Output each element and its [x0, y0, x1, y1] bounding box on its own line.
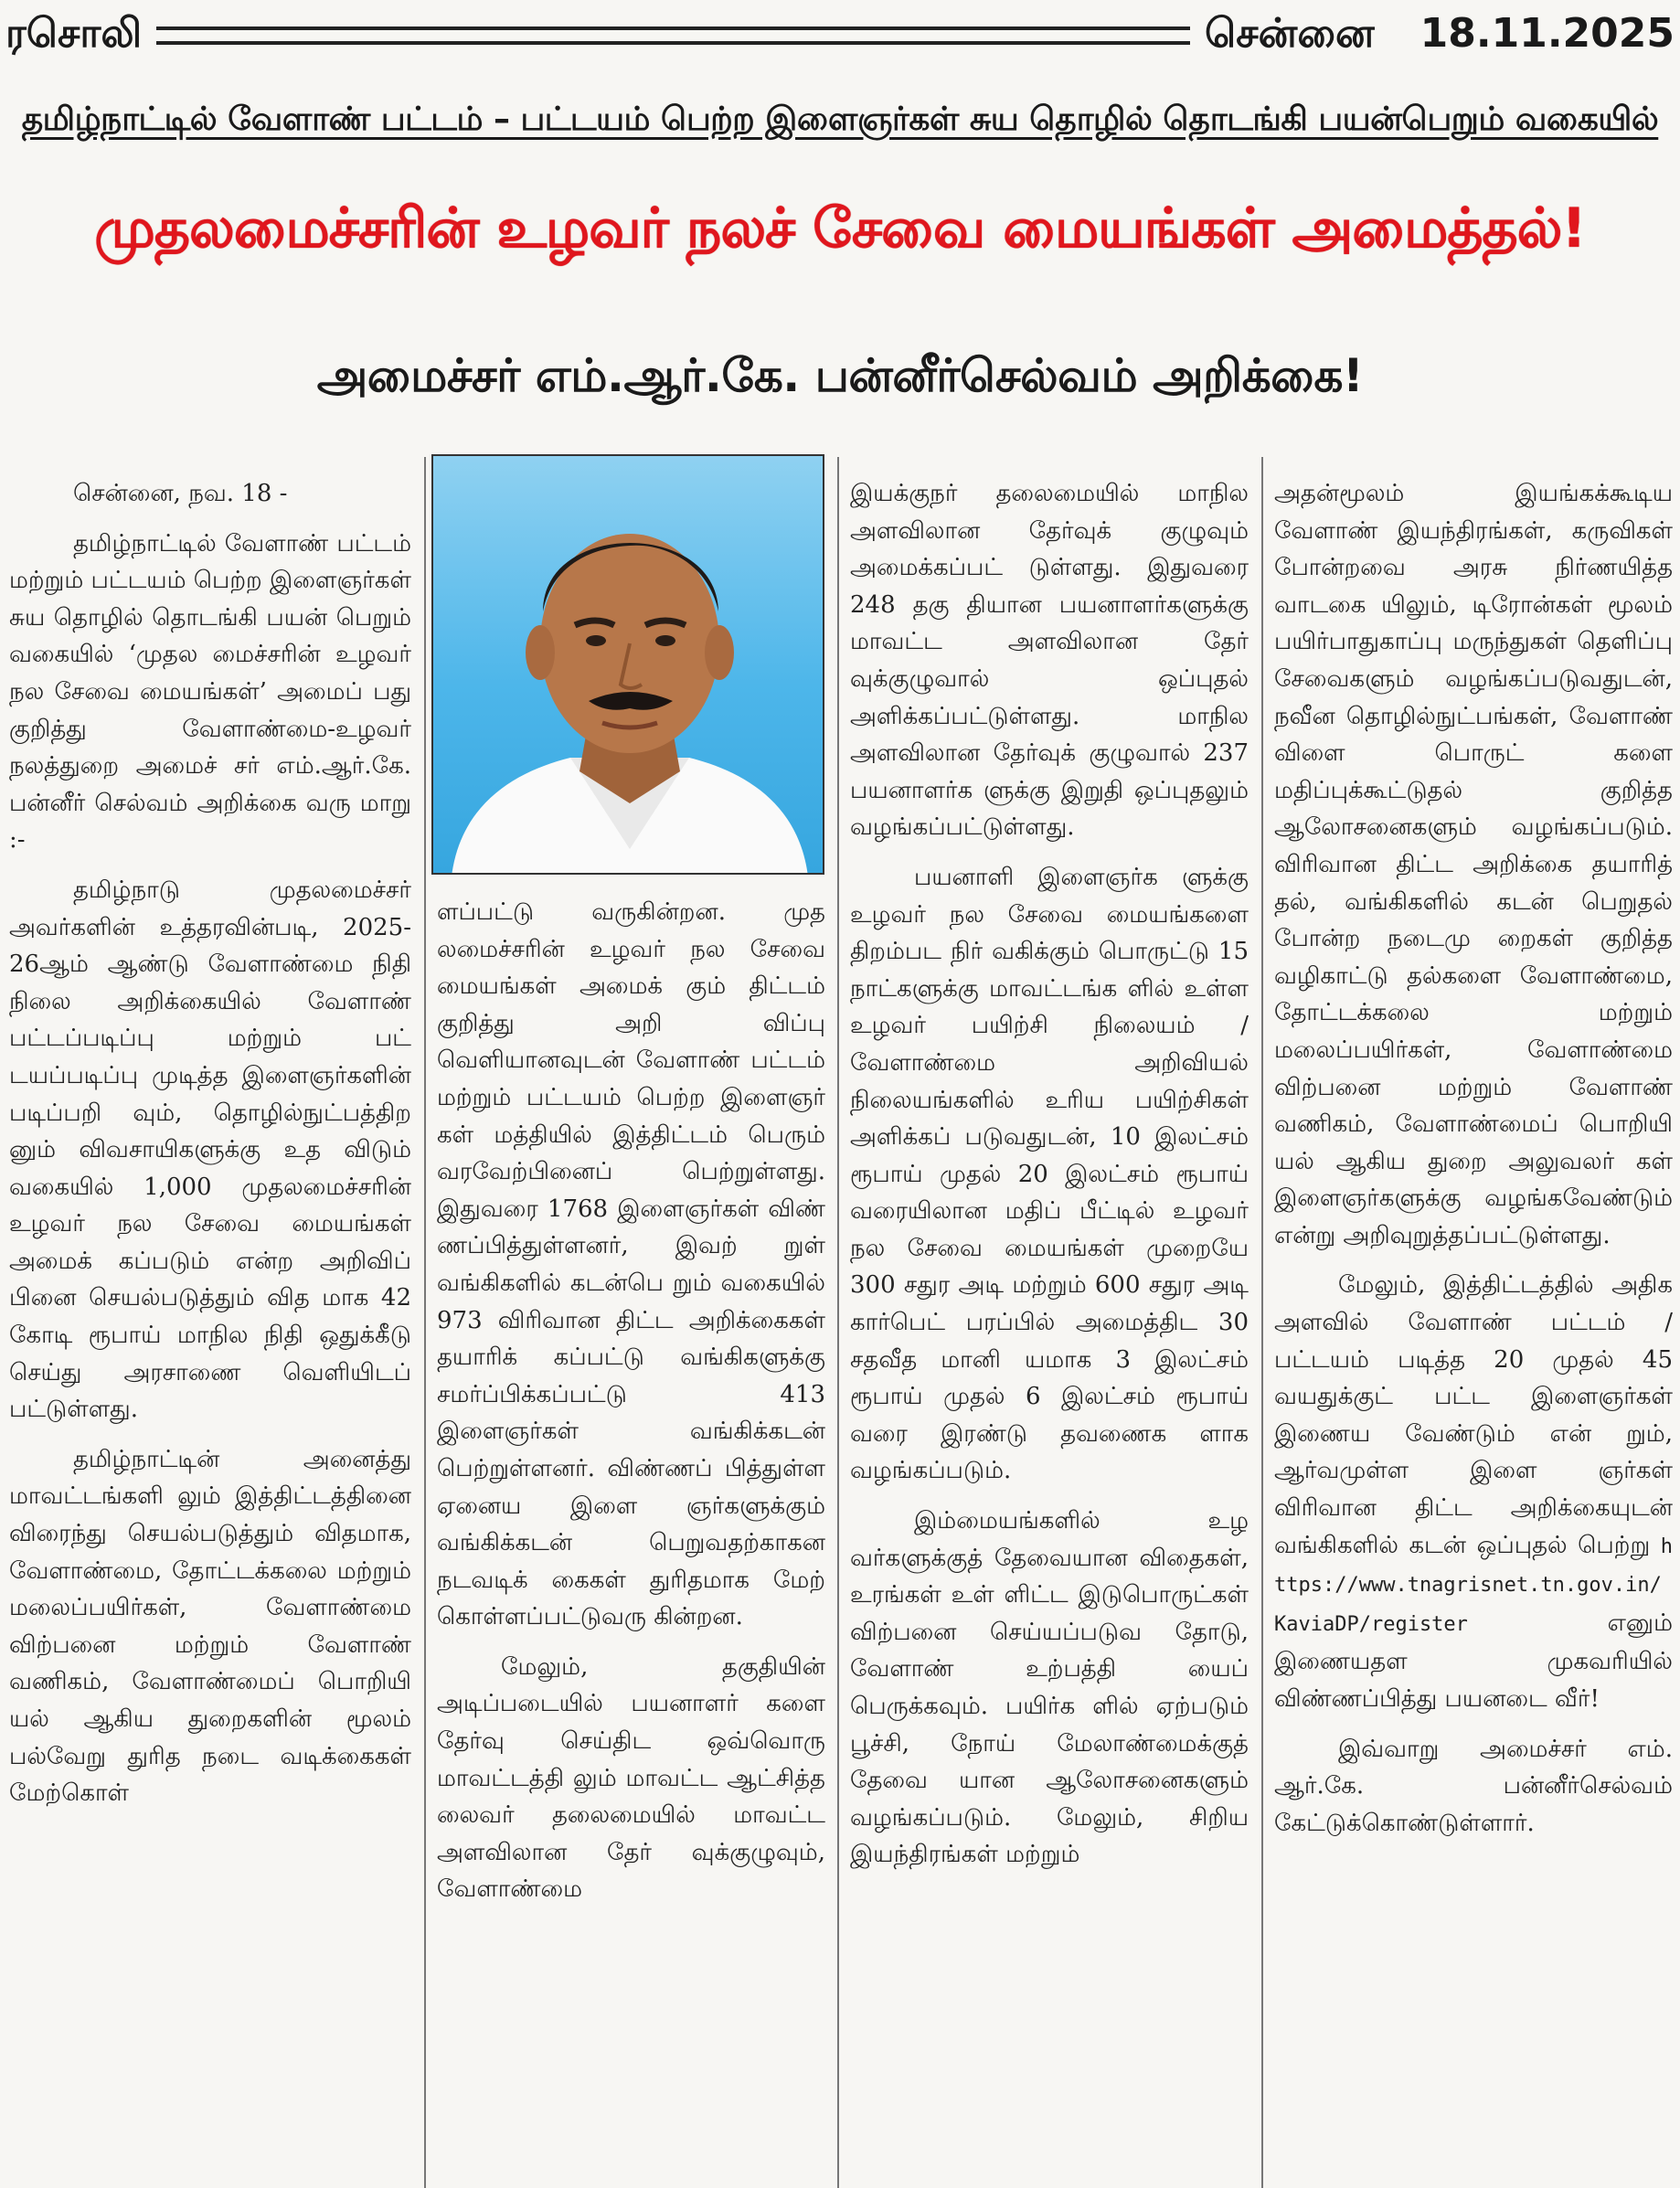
- column-divider: [424, 457, 426, 2188]
- article-text: எனும் இணையதள முகவரியில் விண்ணப்பித்து பயனடை வீர்!: [1274, 1609, 1673, 1713]
- article-paragraph: மேலும், தகுதியின் அடிப்படையில் பயனாளர் களை தேர்வு செய்திட ஒவ்வொரு மாவட்டத்தி லும் மாவட்ட ஆட்சித்த லைவர் தலைமையில் மாவட்ட அளவிலான தேர் வுக்குழுவும், வேளாண்மை: [437, 1652, 825, 1904]
- minister-photo: [431, 454, 824, 875]
- dateline: [1205, 10, 1675, 62]
- column-divider: [1261, 457, 1263, 2188]
- article-column-3: [850, 475, 1249, 2184]
- masthead-rule: [156, 27, 1190, 45]
- column-divider: [837, 457, 839, 2188]
- article-paragraph: ளப்பட்டு வருகின்றன. முத லமைச்சரின் உழவர் நல சேவை மையங்கள் அமைக் கும் திட்டம் குறித்து அறி விப்பு வெளியானவுடன் வேளாண் பட்டம் மற்றும் பட்டயம் பெற்ற இளைஞர் கள் மத்தியில் இத்திட்டம் பெரும் வரவேற்பினைப் பெற்றுள்ளது. இதுவரை 1768 இளைஞர்கள் விண் ணப்பித்துள்ளனர், இவற் றுள் வங்கிகளில் கடன்பெ றும் வகையில் 973 விரிவான திட்ட அறிக்கைகள் தயாரிக் கப்பட்டு வங்கிகளுக்கு சமர்ப்பிக்கப்பட்டு 413 இளைஞர்கள் வங்கிக்கடன் பெற்றுள்ளனர். விண்ணப் பித்துள்ள ஏனைய இளை ஞர்களுக்கும் வங்கிக்கடன் பெறுவதற்காகன நடவடிக் கைகள் துரிதமாக மேற் கொள்ளப்பட்டுவரு கின்றன.: [437, 898, 825, 1631]
- article-paragraph: இயக்குநர் தலைமையில் மாநில அளவிலான தேர்வுக் குழுவும் அமைக்கப்பட் டுள்ளது. இதுவரை 248 தகு தியான பயனாளர்களுக்கு மாவட்ட அளவிலான தேர் வுக்குழுவால் ஒப்புதல் அளிக்கப்பட்டுள்ளது. மாநில அளவிலான தேர்வுக் குழுவால் 237 பயனாளர்க ளுக்கு இறுதி ஒப்புதலும் வழங்கப்பட்டுள்ளது.: [850, 480, 1249, 842]
- article-paragraph: இவ்வாறு அமைச்சர் எம். ஆர்.கே. பன்னீர்செல்வம் கேட்டுக்கொண்டுள்ளார்.: [1274, 1735, 1673, 1837]
- article-column-2: [437, 894, 825, 2184]
- portrait-illustration: [433, 456, 824, 875]
- article-paragraph: சென்னை, நவ. 18 -: [73, 480, 288, 507]
- sub-headline: அமைச்சர் எம்.ஆர்.கே. பன்னீர்செல்வம் அறிக்கை!: [316, 349, 1364, 402]
- article-text: மேலும், இத்திட்டத்தில் அதிக அளவில் வேளாண் பட்டம் / பட்டயம் படித்த 20 முதல் 45 வயதுக்குட் பட்ட இளைஞர்கள் இணைய வேண்டும் என் றும், ஆர்வமுள்ள இளை ஞர்கள் விரிவான திட்ட அறிக்கையுடன் வங்கிகளில் கடன் ஒப்புதல் பெற்று: [1274, 1271, 1673, 1559]
- article-paragraph: தமிழ்நாடு முதலமைச்சர் அவர்களின் உத்தரவின்படி, 2025-26ஆம் ஆண்டு வேளாண்மை நிதி நிலை அறிக்கையில் வேளாண் பட்டப்படிப்பு மற்றும் பட் டயப்படிப்பு முடித்த இளைஞர்களின் படிப்பறி வும், தொழில்நுட்பத்திற னும் விவசாயிகளுக்கு உத விடும் வகையில் 1,000 முதலமைச்சரின் உழவர் நல சேவை மையங்கள் அமைக் கப்படும் என்ற அறிவிப் பினை செயல்படுத்தும் வித மாக 42 கோடி ரூபாய் மாநில நிதி ஒதுக்கீடு செய்து அரசாணை வெளியிடப் பட்டுள்ளது.: [9, 876, 411, 1424]
- article-paragraph: இம்மையங்களில் உழ வர்களுக்குத் தேவையான விதைகள், உரங்கள் உள் ளிட்ட இடுபொருட்கள் விற்பனை செய்யப்படுவ தோடு, வேளாண் உற்பத்தி யைப் பெருக்கவும். பயிர்க ளில் ஏற்படும் பூச்சி, நோய் மேலாண்மைக்குத் தேவை யான ஆலோசனைகளும் வழங்கப்படும். மேலும், சிறிய இயந்திரங்கள் மற்றும்: [850, 1507, 1249, 1869]
- article-paragraph: தமிழ்நாட்டில் வேளாண் பட்டம் மற்றும் பட்டயம் பெற்ற இளைஞர்கள் சுய தொழில் தொடங்கி பயன் பெறும் வகையில் ‘முதல மைச்சரின் உழவர் நல சேவை மையங்கள்’ அமைப் பது குறித்து வேளாண்மை-உழவர் நலத்துறை அமைச் சர் எம்.ஆர்.கே. பன்னீர் செல்வம் அறிக்கை வரு மாறு :-: [9, 529, 411, 855]
- article-paragraph: [1274, 1267, 1673, 1717]
- article-paragraph: தமிழ்நாட்டின் அனைத்து மாவட்டங்களி லும் இத்திட்டத்தினை விரைந்து செயல்படுத்தும் விதமாக, வேளாண்மை, தோட்டக்கலை மற்றும் மலைப்பயிர்கள், வேளாண்மை விற்பனை மற்றும் வேளாண் வணிகம், வேளாண்மைப் பொறியி யல் ஆகிய துறைகளின் மூலம் பல்வேறு துரித நடை வடிக்கைகள் மேற்கொள்: [9, 1445, 411, 1808]
- kicker-headline: தமிழ்நாட்டில் வேளாண் பட்டம் – பட்டயம் பெற்ற இளைஞர்கள் சுய தொழில் தொடங்கி பயன்பெறும் வகையில்: [21, 101, 1659, 138]
- masthead: [0, 0, 1680, 71]
- newspaper-name: ரசொலி: [5, 9, 143, 57]
- registration-url-link[interactable]: https://www.tnagrisnet.tn.gov.in/KaviaDP/register: [1274, 1535, 1673, 1636]
- article-paragraph: பயனாளி இளைஞர்க ளுக்கு உழவர் நல சேவை மையங்களை திறம்பட நிர் வகிக்கும் பொருட்டு 15 நாட்களுக்கு மாவட்டங்க ளில் உள்ள உழவர் பயிற்சி நிலையம் / வேளாண்மை அறிவியல் நிலையங்களில் உரிய பயிற்சிகள் அளிக்கப் படுவதுடன், 10 இலட்சம் ரூபாய் முதல் 20 இலட்சம் ரூபாய் வரையிலான மதிப் பீட்டில் உழவர் நல சேவை மையங்கள் முறையே 300 சதுர அடி மற்றும் 600 சதுர அடி கார்பெட் பரப்பில் அமைத்திட 30 சதவீத மானி யமாக 3 இலட்சம் ரூபாய் முதல் 6 இலட்சம் ரூபாய் வரை இரண்டு தவணைக ளாக வழங்கப்படும்.: [850, 863, 1249, 1485]
- article-column-4: [1274, 475, 1673, 2184]
- article-column-1: [9, 475, 411, 2184]
- article-paragraph: அதன்மூலம் இயங்கக்கூடிய வேளாண் இயந்திரங்கள், கருவிகள் போன்றவை அரசு நிர்ணயித்த வாடகை யிலும், டிரோன்கள் மூலம் பயிர்பாதுகாப்பு மருந்துகள் தெளிப்பு சேவைகளும் வழங்கப்படுவதுடன், நவீன தொழில்நுட்பங்கள், வேளாண் விளை பொருட் களை மதிப்புக்கூட்டுதல் குறித்த ஆலோசனைகளும் வழங்கப்படும். விரிவான திட்ட அறிக்கை தயாரித் தல், வங்கிகளில் கடன் பெறுதல் போன்ற நடைமு றைகள் குறித்த வழிகாட்டு தல்களை வேளாண்மை, தோட்டக்கலை மற்றும் மலைப்பயிர்கள், வேளாண்மை விற்பனை மற்றும் வேளாண் வணிகம், வேளாண்மைப் பொறியி யல் ஆகிய துறை அலுவலர் கள் இளைஞர்களுக்கு வழங்கவேண்டும் என்று அறிவுறுத்தப்பட்டுள்ளது.: [1274, 480, 1673, 1249]
- main-headline: முதலமைச்சரின் உழவர் நலச் சேவை மையங்கள் அமைத்தல்!: [94, 196, 1586, 260]
- masthead-date: 18.11.2025: [1419, 9, 1675, 57]
- masthead-city: சென்னை: [1205, 9, 1375, 57]
